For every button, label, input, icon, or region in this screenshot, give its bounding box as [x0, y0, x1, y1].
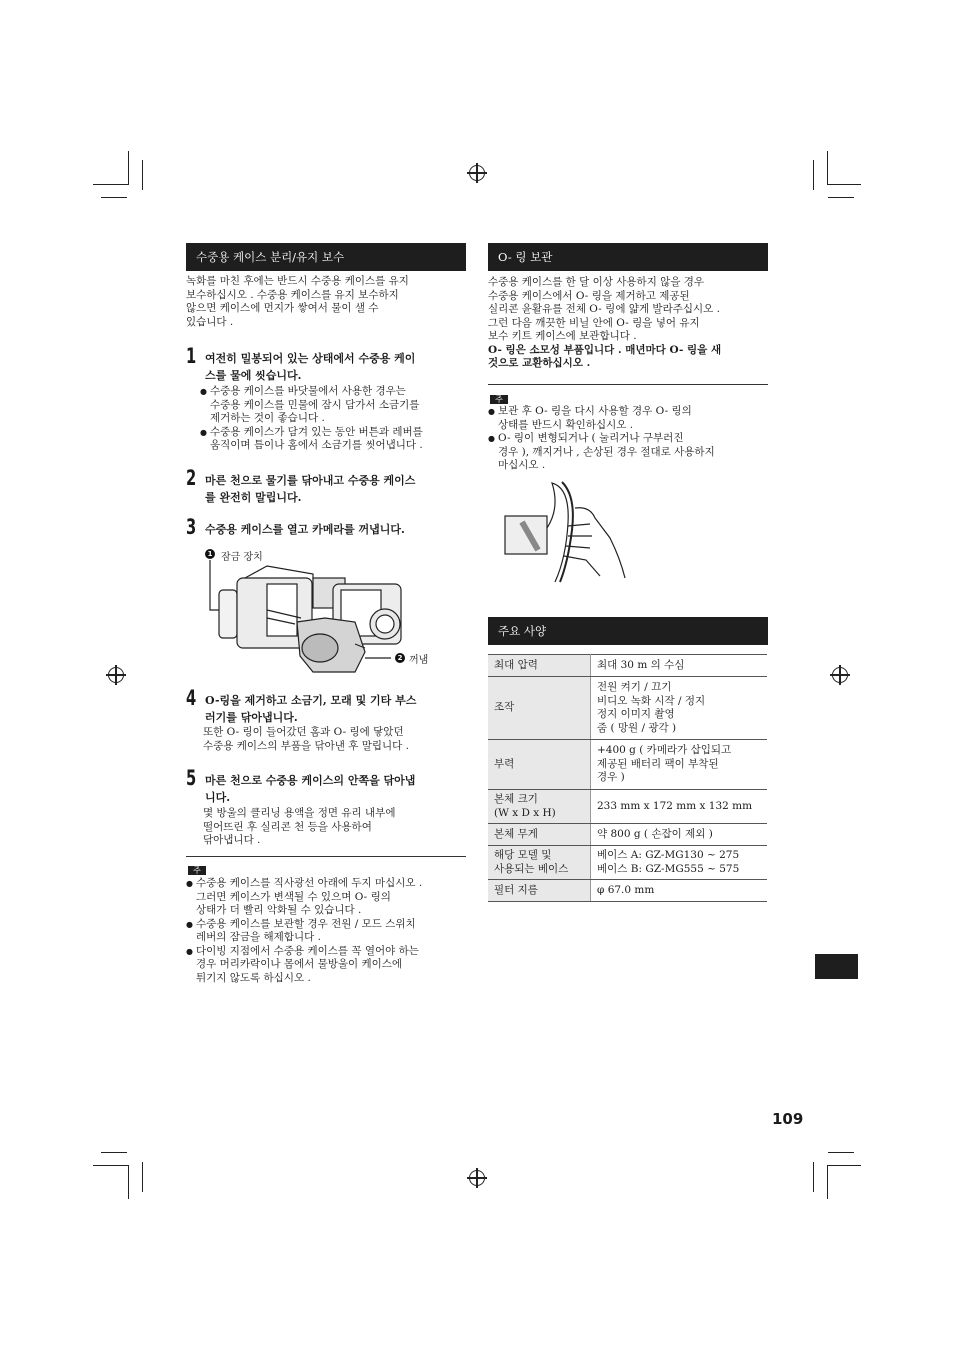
spec-key — [488, 740, 591, 790]
crop-mark — [142, 160, 143, 190]
step-number: 5 — [186, 766, 197, 790]
text-line: 경우 ), 깨지거나 , 손상된 경우 절대로 사용하지 — [498, 445, 715, 458]
text-line: 여전히 밀봉되어 있는 상태에서 수중용 케이 — [205, 352, 416, 365]
text-line: 실리콘 윤활유를 전체 O- 링에 얇게 발라주십시오 . — [488, 303, 720, 315]
spec-row — [488, 846, 767, 880]
spec-key — [488, 880, 591, 902]
text-line: 마른 천으로 수중용 케이스의 안쪽을 닦아냅 — [205, 774, 416, 787]
text-line: 수중용 케이스를 한 달 이상 사용하지 않을 경우 — [488, 276, 705, 288]
spec-key — [488, 824, 591, 846]
divider — [186, 856, 466, 857]
step-number: 2 — [186, 466, 197, 490]
section-header-maintenance: 수중용 케이스 분리/유지 보수 — [186, 243, 466, 271]
spec-value — [591, 790, 768, 824]
crop-mark — [101, 197, 127, 198]
oring-hand-illustration — [500, 478, 630, 588]
spec-key — [488, 790, 591, 824]
spec-value — [591, 846, 768, 880]
crop-mark — [827, 151, 828, 185]
text-line: φ 67.0 mm — [597, 883, 655, 896]
text-line: ● 보관 후 O- 링을 다시 사용할 경우 O- 링의 — [498, 405, 692, 417]
step-title — [205, 772, 465, 806]
text-line: 조작 — [494, 701, 515, 714]
callout-number: 1 — [205, 549, 215, 559]
step-number: 1 — [186, 344, 197, 368]
text-line: ● 수중용 케이스를 바닷물에서 사용한 경우는 — [210, 385, 406, 397]
spec-row — [488, 655, 767, 677]
text-line: 해당 모델 및 — [494, 849, 552, 861]
divider — [488, 384, 768, 385]
text-line: 움직이며 틈이나 홈에서 소금기를 씻어냅니다 . — [210, 439, 423, 451]
registration-mark-icon — [469, 165, 485, 181]
text-line: 그러면 케이스가 변색될 수 있으며 O- 링의 — [196, 890, 391, 903]
step-title — [205, 692, 465, 726]
text-line: 마른 천으로 물기를 닦아내고 수중용 케이스 — [205, 474, 416, 487]
text-line: 스를 물에 씻습니다. — [205, 369, 302, 382]
text-line: 수중용 케이스를 열고 카메라를 꺼냅니다. — [205, 523, 405, 536]
bullet-item — [200, 385, 468, 426]
step-title — [205, 472, 465, 506]
registration-mark-icon — [469, 1170, 485, 1186]
page-tab-marker — [815, 954, 858, 979]
spec-row — [488, 790, 767, 824]
registration-mark-icon — [108, 667, 124, 683]
spec-row — [488, 740, 767, 790]
text-line: 본체 무게 — [494, 827, 538, 840]
text-line: 수중용 케이스에서 O- 링을 제거하고 제공된 — [488, 289, 690, 302]
text-line: ● 다이빙 지점에서 수중용 케이스를 꼭 열어야 하는 — [196, 944, 419, 957]
bullet-item — [488, 432, 770, 473]
text-line: 튀기지 않도록 하십시오 . — [196, 971, 311, 984]
text-line: 최대 30 m 의 수심 — [597, 658, 685, 671]
bullet-item — [186, 877, 468, 918]
text-line: 보수 키트 케이스에 보관합니다 . — [488, 330, 637, 342]
text-line: +400 g ( 카메라가 삽입되고 — [597, 744, 732, 757]
text-line: 닦아냅니다 . — [203, 834, 261, 846]
text-line: O-링을 제거하고 소금기, 모래 및 기타 부스 — [205, 694, 417, 707]
spec-value — [591, 677, 768, 740]
step-number: 4 — [186, 686, 197, 710]
spec-value — [591, 880, 768, 902]
callout-number: 2 — [395, 653, 405, 663]
text-line: 줌 ( 망원 / 광각 ) — [597, 721, 677, 734]
text-line: 베이스 A: GZ-MG130 ~ 275 — [597, 849, 740, 861]
text-line: 전원 켜기 / 끄기 — [597, 681, 672, 693]
crop-mark — [128, 151, 129, 185]
spec-row — [488, 880, 767, 902]
step-5-text — [203, 807, 468, 848]
right-notes — [488, 405, 770, 473]
step-number: 3 — [186, 515, 197, 539]
text-line: 사용되는 베이스 — [494, 862, 569, 875]
text-line: 또한 O- 링이 들어갔던 홈과 O- 링에 닿았던 — [203, 726, 404, 738]
callout-label: 꺼냄 — [409, 655, 429, 666]
text-line: 비디오 녹화 시작 / 정지 — [597, 694, 706, 707]
text-line: ● 수중용 케이스를 보관할 경우 전원 / 모드 스위치 — [196, 917, 416, 930]
spec-value — [591, 740, 768, 790]
crop-mark — [101, 1152, 127, 1153]
step-1-bullets — [200, 385, 468, 453]
text-line: 경우 머리카락이나 몸에서 물방울이 케이스에 — [196, 958, 403, 970]
text-line: 필터 지름 — [494, 883, 538, 896]
text-line: 것으로 교환하십시오 . — [488, 357, 591, 369]
text-line: 있습니다 . — [186, 315, 234, 328]
note-tag: 주 — [490, 395, 508, 404]
crop-mark — [828, 1165, 861, 1166]
crop-mark — [813, 1162, 814, 1192]
text-line: 레버의 잠금을 해제합니다 . — [196, 931, 321, 943]
text-line: ● 수중용 케이스가 담겨 있는 동안 버튼과 레버를 — [210, 425, 423, 438]
spec-key — [488, 655, 591, 677]
text-line: 최대 압력 — [494, 658, 538, 671]
spec-row — [488, 677, 767, 740]
spec-value — [591, 655, 768, 677]
text-line: ● O- 링이 변형되거나 ( 눌리거나 구부러진 — [498, 432, 684, 444]
section-header-specs: 주요 사양 — [488, 617, 768, 645]
crop-mark — [828, 1152, 854, 1153]
spec-row — [488, 824, 767, 846]
crop-mark — [142, 1162, 143, 1192]
page-number: 109 — [772, 1110, 804, 1128]
crop-mark — [813, 160, 814, 190]
text-line: 본체 크기 — [494, 793, 538, 805]
bullet-item — [186, 945, 468, 986]
oring-text — [488, 276, 770, 371]
spec-key — [488, 677, 591, 740]
step-title — [205, 521, 465, 538]
bullet-item — [488, 405, 770, 432]
text-line: 수중용 케이스의 부품을 닦아낸 후 말립니다 . — [203, 739, 409, 752]
text-line: ● 수중용 케이스를 직사광선 아래에 두지 마십시오 . — [196, 877, 423, 889]
oring-warning — [488, 344, 770, 371]
maintenance-intro — [186, 275, 466, 329]
housing-figure — [205, 548, 445, 678]
registration-mark-icon — [832, 667, 848, 683]
text-line: 수중용 케이스를 민물에 잠시 담가서 소금기를 — [210, 398, 420, 411]
text-line: 그런 다음 깨끗한 비닐 안에 O- 링을 넣어 유지 — [488, 316, 700, 329]
text-line: 않으면 케이스에 먼지가 쌓여서 물이 샐 수 — [186, 302, 379, 314]
crop-mark — [128, 1165, 129, 1199]
text-line: 약 800 g ( 손잡이 제외 ) — [597, 827, 713, 840]
text-line: 베이스 B: GZ-MG555 ~ 575 — [597, 862, 740, 875]
text-line: 정지 이미지 촬영 — [597, 708, 675, 720]
crop-mark — [827, 1165, 828, 1199]
step-title — [205, 350, 465, 384]
bullet-item — [200, 426, 468, 453]
text-line: 부력 — [494, 757, 515, 770]
spec-table — [488, 654, 767, 902]
crop-mark — [93, 1165, 128, 1166]
text-line: 떨어뜨린 후 실리콘 천 등을 사용하여 — [203, 820, 372, 833]
callout-label: 잠금 장치 — [221, 552, 263, 563]
text-line: 233 mm x 172 mm x 132 mm — [597, 799, 753, 812]
crop-mark — [93, 184, 128, 185]
spec-value — [591, 824, 768, 846]
text-line: 마십시오 . — [498, 459, 546, 471]
text-line: 를 완전히 말립니다. — [205, 491, 302, 504]
text-line: 러기를 닦아냅니다. — [205, 711, 298, 724]
text-line: O- 링은 소모성 부품입니다 . 매년마다 O- 링을 새 — [488, 343, 722, 356]
step-4-text — [203, 726, 468, 753]
text-line: 경우 ) — [597, 771, 625, 784]
text-line: 상태를 반드시 확인하십시오 . — [498, 418, 634, 431]
crop-mark — [828, 184, 861, 185]
text-line: 상태가 더 빨리 악화될 수 있습니다 . — [196, 904, 362, 916]
left-notes — [186, 877, 468, 985]
text-line: 제공된 배터리 팩이 부착된 — [597, 757, 719, 770]
section-header-oring: O- 링 보관 — [488, 243, 768, 271]
text-line: 몇 방울의 클리닝 용액을 정면 유리 내부에 — [203, 807, 396, 819]
bullet-item — [186, 918, 468, 945]
text-line: 녹화를 마친 후에는 반드시 수중용 케이스를 유지 — [186, 275, 409, 287]
text-line: (W x D x H) — [494, 806, 556, 819]
text-line: 니다. — [205, 791, 231, 804]
text-line: 보수하십시오 . 수중용 케이스를 유지 보수하지 — [186, 288, 399, 301]
text-line: 제거하는 것이 좋습니다 . — [210, 412, 325, 424]
crop-mark — [828, 197, 854, 198]
note-tag: 주 — [188, 866, 206, 875]
spec-key — [488, 846, 591, 880]
